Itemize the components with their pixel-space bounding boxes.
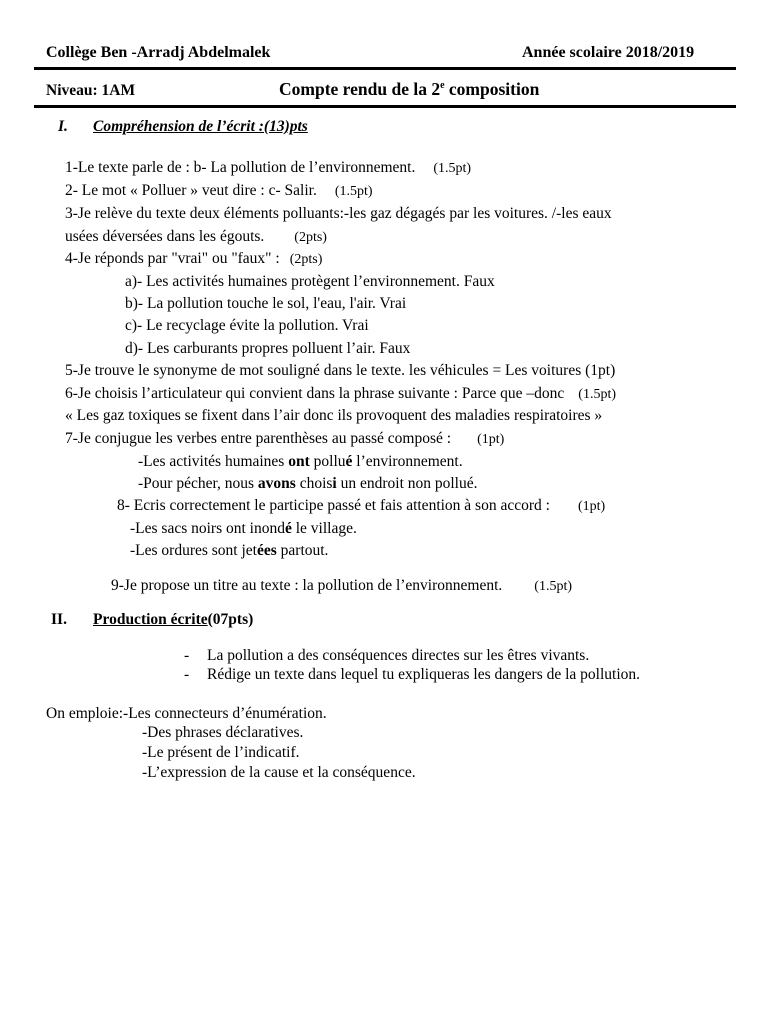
question-1: 1-Le texte parle de : b- La pollution de l’environnement. (1.5pt) [65, 159, 472, 176]
question-9: 9-Je propose un titre au texte : la pollution de l’environnement. (1.5pt) [111, 577, 572, 594]
question-4-a: a)- Les activités humaines protègent l’environnement. Faux [125, 273, 495, 290]
school-name: Collège Ben -Arradj Abdelmalek [46, 44, 271, 61]
question-8-sentence-1: -Les sacs noirs ont inondé le village. [130, 520, 357, 537]
bullet-2-text: Rédige un texte dans lequel tu expliqueras les dangers de la pollution. [207, 666, 641, 683]
bullet-2-marker: - [184, 666, 190, 683]
section1-number: I. [58, 118, 68, 135]
header-divider-top [34, 67, 736, 70]
question-4-b: b)- La pollution touche le sol, l'eau, l'air. Vrai [125, 295, 407, 312]
usage-line-3: -Le présent de l’indicatif. [142, 744, 300, 761]
question-8: 8- Ecris correctement le participe passé et fais attention à son accord : (1pt) [117, 497, 606, 514]
question-7-sentence-2: -Pour pécher, nous avons choisi un endroit non pollué. [138, 475, 478, 492]
question-5: 5-Je trouve le synonyme de mot souligné dans le texte. les véhicules = Les voitures (1pt) [65, 362, 616, 379]
question-2: 2- Le mot « Polluer » veut dire : c- Salir. (1.5pt) [65, 182, 373, 199]
question-7-sentence-1: -Les activités humaines ont pollué l’environnement. [138, 453, 463, 470]
question-4: 4-Je réponds par "vrai" ou "faux" : (2pts) [65, 250, 323, 267]
school-year: Année scolaire 2018/2019 [522, 44, 695, 61]
level: Niveau: 1AM [46, 82, 136, 99]
question-4-c: c)- Le recyclage évite la pollution. Vrai [125, 317, 369, 334]
header-divider-bottom [34, 105, 736, 108]
section2-number: II. [51, 611, 67, 628]
question-8-sentence-2: -Les ordures sont jetées partout. [130, 542, 329, 559]
question-3-line1: 3-Je relève du texte deux éléments polluants:-les gaz dégagés par les voitures. /-les eaux [65, 205, 612, 222]
section1-title: Compréhension de l’écrit :(13)pts [93, 118, 308, 135]
question-6: 6-Je choisis l’articulateur qui convient dans la phrase suivante : Parce que –donc (1.5pt) [65, 385, 617, 402]
usage-line-2: -Des phrases déclaratives. [142, 724, 304, 741]
question-3-line2: usées déversées dans les égouts. (2pts) [65, 228, 327, 245]
question-6-sentence: « Les gaz toxiques se fixent dans l’air donc ils provoquent des maladies respiratoires » [65, 407, 603, 424]
question-4-d: d)- Les carburants propres polluent l’air. Faux [125, 340, 411, 357]
page-title: Compte rendu de la 2e composition [279, 79, 540, 99]
question-7: 7-Je conjugue les verbes entre parenthèses au passé composé : (1pt) [65, 430, 505, 447]
bullet-1-text: La pollution a des conséquences directes sur les êtres vivants. [207, 647, 590, 664]
usage-line-4: -L’expression de la cause et la conséquence. [142, 764, 416, 781]
bullet-1-marker: - [184, 647, 190, 664]
section2-title: Production écrite(07pts) [93, 611, 254, 628]
usage-line-1: On emploie:-Les connecteurs d’énumération. [46, 705, 327, 722]
